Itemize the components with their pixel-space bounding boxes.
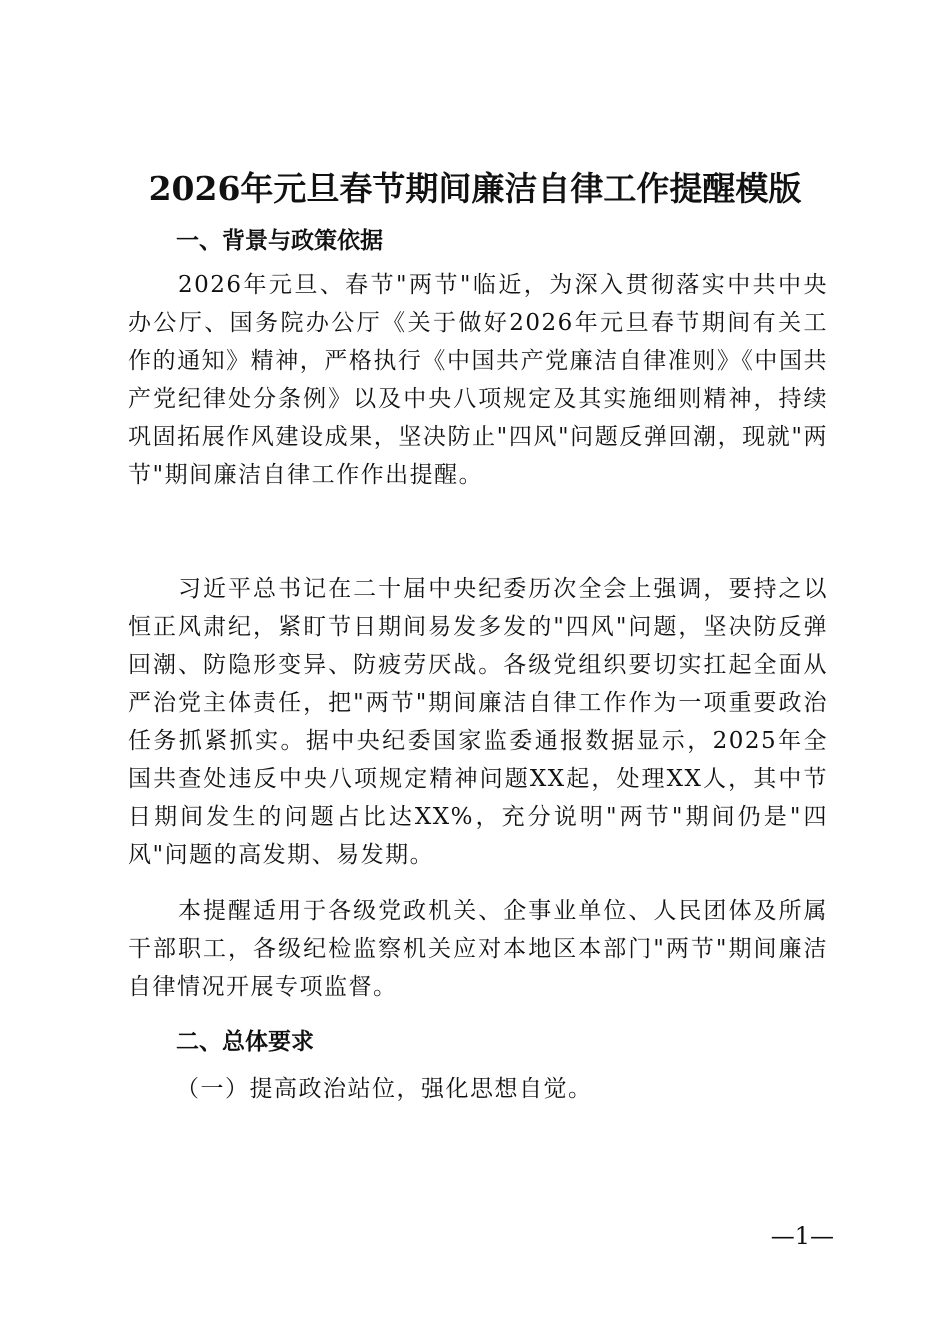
section-heading-background: 一、背景与政策依据 bbox=[176, 228, 383, 254]
paragraph-scope: 本提醒适用于各级党政机关、企事业单位、人民团体及所属干部职工，各级纪检监察机关应对本地区本部门"两节"期间廉洁自律情况开展专项监督。 bbox=[128, 898, 828, 1000]
subsection-heading: （一）提高政治站位，强化思想自觉。 bbox=[176, 1076, 593, 1102]
document-title: 2026年元旦春节期间廉洁自律工作提醒模版 bbox=[148, 169, 802, 208]
paragraph-background: 2026年元旦、春节"两节"临近，为深入贯彻落实中共中央办公厅、国务院办公厅《关于做好2026年元旦春节期间有关工作的通知》精神，严格执行《中国共产党廉洁自律准则》《中国共产党纪律处分条例》以及中央八项规定及其实施细则精神，持续巩固拓展作风建设成果，坚决防止"四风"问题反弹回潮，现就"两节"期间廉洁自律工作作出提醒。 bbox=[128, 272, 828, 488]
paragraph-speech: 习近平总书记在二十届中央纪委历次全会上强调，要持之以恒正风肃纪，紧盯节日期间易发多发的"四风"问题，坚决防反弹回潮、防隐形变异、防疲劳厌战。各级党组织要切实扛起全面从严治党主体责任，把"两节"期间廉洁自律工作作为一项重要政治任务抓紧抓实。据中央纪委国家监委通报数据显示，2025年全国共查处违反中央八项规定精神问题XX起，处理XX人，其中节日期间发生的问题占比达XX%，充分说明"两节"期间仍是"四风"问题的高发期、易发期。 bbox=[128, 576, 828, 868]
section-heading-requirements: 二、总体要求 bbox=[176, 1029, 314, 1055]
page-number: —1— bbox=[770, 1222, 834, 1250]
